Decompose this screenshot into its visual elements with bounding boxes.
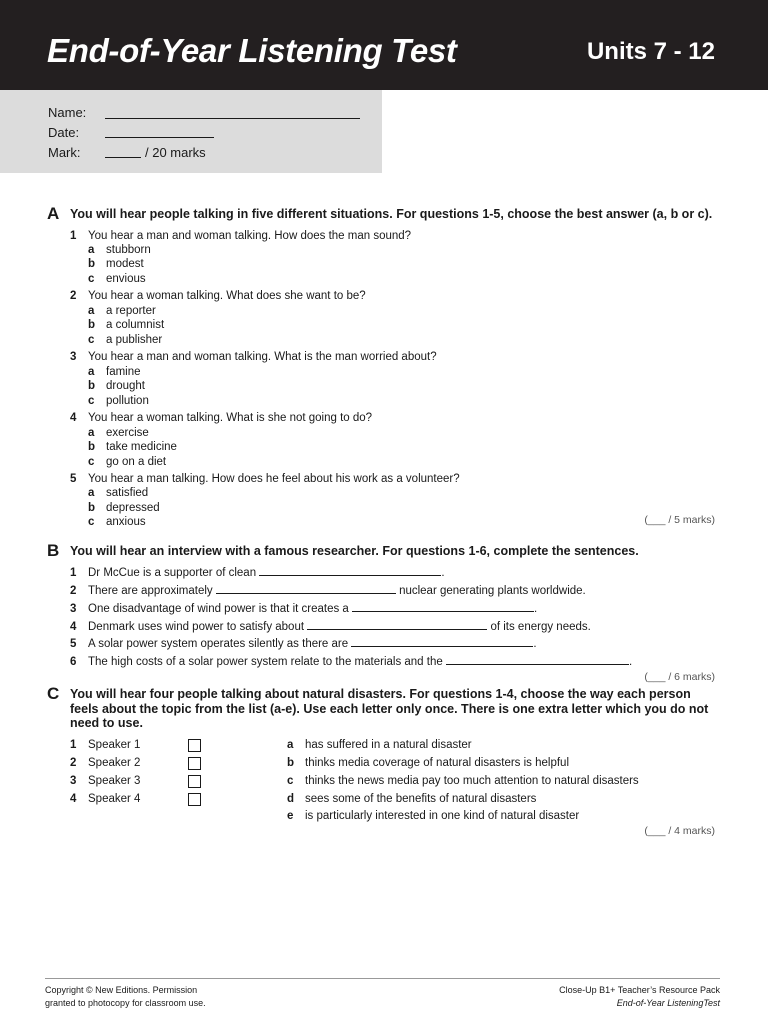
feeling-option: c thinks the news media pay too much attention to natural disasters [287, 775, 639, 787]
option[interactable]: b depressed [88, 502, 160, 514]
option[interactable]: c envious [88, 273, 146, 285]
answer-blank[interactable] [351, 637, 533, 647]
section-b-instruction: You will hear an interview with a famous researcher. For questions 1-6, complete the sentences. [70, 544, 639, 558]
units-label: Units 7 - 12 [586, 38, 715, 65]
option[interactable]: c go on a diet [88, 456, 167, 468]
option[interactable]: a famine [88, 366, 141, 378]
question-a3: 3 You hear a man and woman talking. What is the man worried about? [70, 351, 437, 363]
option[interactable]: a a reporter [88, 305, 156, 317]
section-c-instruction: You will hear four people talking about natural disasters. For questions 1-4, choose the way each person feels about the topic from the list (a-e). Use each letter only once. There is one extra letter which you do not need to use. [70, 687, 709, 730]
option[interactable]: c anxious [88, 516, 146, 528]
answer-blank[interactable] [446, 655, 629, 665]
option[interactable]: c a publisher [88, 334, 163, 346]
sentence-b3: 3 One disadvantage of wind power is that it creates a . [70, 603, 538, 615]
section-c-letter: C [47, 684, 60, 703]
header-bar [0, 0, 768, 90]
option[interactable]: b a columnist [88, 319, 165, 331]
footer-divider [45, 978, 720, 979]
answer-blank[interactable] [259, 566, 441, 576]
speaker-3-answer-box[interactable] [188, 775, 201, 788]
date-field[interactable] [105, 137, 214, 138]
option[interactable]: a exercise [88, 427, 149, 439]
answer-blank[interactable] [352, 602, 534, 612]
date-label: Date: [48, 125, 80, 140]
sentence-b2: 2 There are approximately nuclear generating plants worldwide. [70, 585, 586, 597]
speaker-row: 4 Speaker 4 [70, 793, 141, 805]
speaker-row: 3 Speaker 3 [70, 775, 141, 787]
publication-info: Close-Up B1+ Teacher’s Resource Pack End-of-Year ListeningTest [559, 985, 720, 1008]
section-b-score: (___ / 6 marks) [644, 671, 715, 683]
option[interactable]: a satisfied [88, 487, 149, 499]
option[interactable]: b take medicine [88, 441, 177, 453]
feeling-option: e is particularly interested in one kind of natural disaster [287, 810, 580, 822]
copyright-notice: Copyright © New Editions. Permission granted to photocopy for classroom use. [45, 985, 206, 1008]
speaker-2-answer-box[interactable] [188, 757, 201, 770]
feeling-option: a has suffered in a natural disaster [287, 739, 472, 751]
question-a1: 1 You hear a man and woman talking. How does the man sound? [70, 230, 412, 242]
sentence-b4: 4 Denmark uses wind power to satisfy about of its energy needs. [70, 621, 591, 633]
question-a2: 2 You hear a woman talking. What does she want to be? [70, 290, 366, 302]
section-a-score: (___ / 5 marks) [644, 514, 715, 526]
option[interactable]: b modest [88, 258, 144, 270]
section-c-score: (___ / 4 marks) [644, 825, 715, 837]
mark-field[interactable] [105, 157, 141, 158]
sentence-b5: 5 A solar power system operates silently as there are . [70, 638, 537, 650]
student-info-box [0, 90, 382, 173]
sentence-b1: 1 Dr McCue is a supporter of clean . [70, 567, 445, 579]
option[interactable]: a stubborn [88, 244, 151, 256]
speaker-row: 2 Speaker 2 [70, 757, 141, 769]
sentence-b6: 6 The high costs of a solar power system relate to the materials and the . [70, 656, 633, 668]
mark-label: Mark: [48, 145, 81, 160]
option[interactable]: c pollution [88, 395, 149, 407]
feeling-option: b thinks media coverage of natural disasters is helpful [287, 757, 570, 769]
answer-blank[interactable] [307, 620, 487, 630]
page-title: End-of-Year Listening Test [47, 32, 457, 69]
section-a-instruction: You will hear people talking in five different situations. For questions 1-5, choose the best answer (a, b or c). [70, 207, 713, 221]
mark-total: / 20 marks [145, 145, 206, 160]
section-a-letter: A [47, 204, 60, 223]
speaker-4-answer-box[interactable] [188, 793, 201, 806]
question-a4: 4 You hear a woman talking. What is she not going to do? [70, 412, 373, 424]
option[interactable]: b drought [88, 380, 146, 392]
speaker-1-answer-box[interactable] [188, 739, 201, 752]
name-field[interactable] [105, 118, 360, 119]
question-a5: 5 You hear a man talking. How does he feel about his work as a volunteer? [70, 473, 460, 485]
answer-blank[interactable] [216, 584, 396, 594]
section-b-letter: B [47, 541, 60, 560]
name-label: Name: [48, 105, 87, 120]
speaker-row: 1 Speaker 1 [70, 739, 141, 751]
feeling-option: d sees some of the benefits of natural disasters [287, 793, 537, 805]
